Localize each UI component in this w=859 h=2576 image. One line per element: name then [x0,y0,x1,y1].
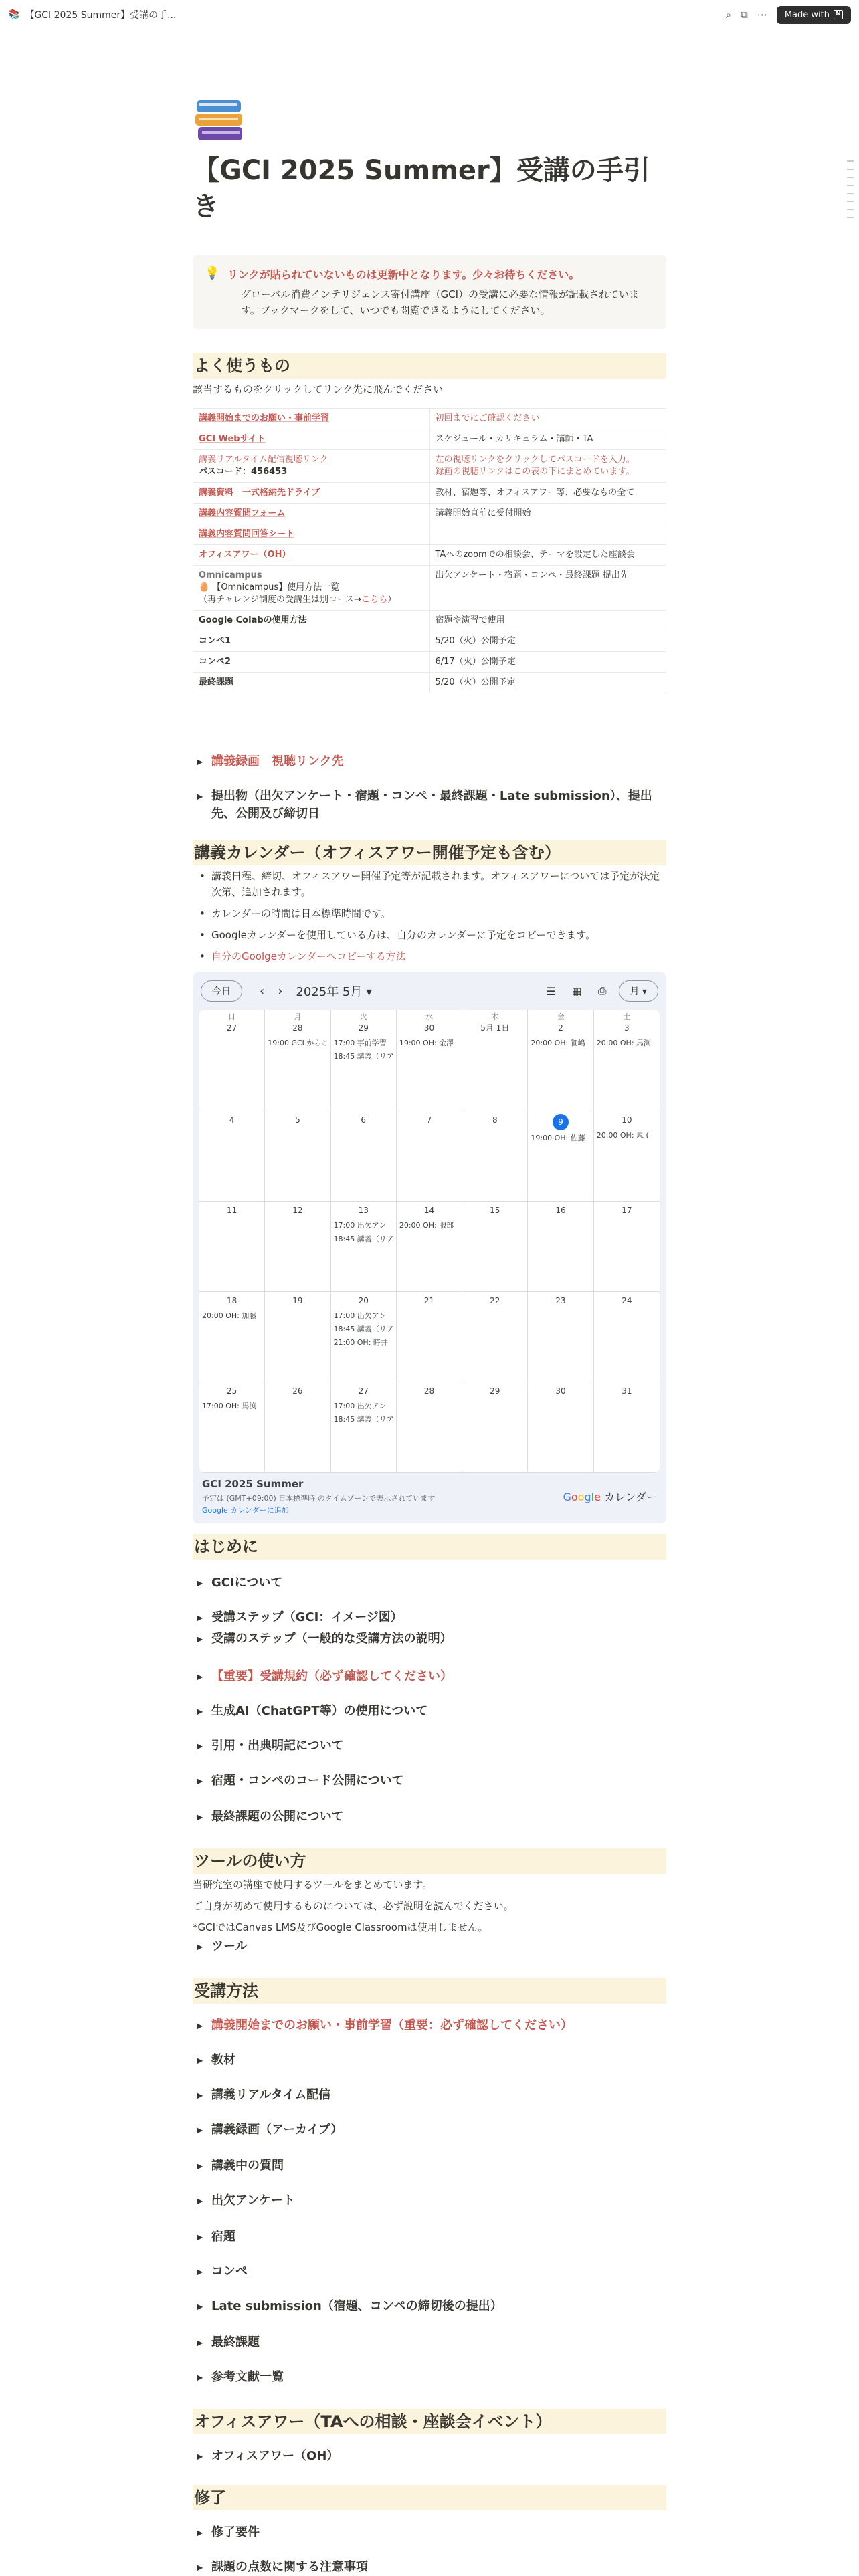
day-number[interactable]: 5 [295,1115,300,1125]
top-bar [0,0,859,29]
day-number[interactable]: 13 [358,1206,369,1215]
toggle-label: 最終課題の公開について [211,1810,344,1824]
notion-logo-icon: N [834,10,843,19]
timezone-note: 予定は (GMT+09:00) 日本標準時 のタイムゾーンで表示されています [202,1494,436,1503]
add-to-google-calendar-link[interactable]: Google カレンダーに追加 [202,1506,289,1515]
passcode-text: パスコード：456453 [199,467,288,477]
calendar-day-cell[interactable] [594,1292,660,1382]
toggle-arrow-icon: ▶ [197,2232,203,2242]
wordmark-letter: e [594,1491,601,1503]
tools-paragraph: ご自身が初めて使用するものについては、必ず説明を読んでください。 [193,1900,514,1912]
toggle-arrow-icon: ▶ [197,1672,203,1681]
cell-value: 教材、宿題等、オフィスアワー等、必要なもの全て [435,488,635,498]
day-number[interactable]: 8 [492,1115,498,1125]
calendar-day-cell[interactable] [397,1292,462,1382]
method-toggle-7[interactable] [193,2263,666,2280]
method-toggle-5[interactable] [193,2192,666,2210]
intro-toggle-4[interactable] [193,1703,666,1720]
cell-value: 6/17（火）公開予定 [435,657,516,667]
calendar-event[interactable]: 20:00 OH: 加藤 [202,1311,257,1320]
day-number[interactable]: 30 [555,1386,566,1396]
table-row [193,483,666,504]
omnicampus-note: （再チャレンジ制度の受講生は別コース→ [199,595,362,605]
toggle-arrow-icon: ▶ [197,792,203,801]
weekday-label: 土 [623,1012,631,1021]
method-toggle-4[interactable] [193,2157,666,2175]
day-number[interactable]: 9 [553,1114,569,1130]
calendar-event[interactable]: 17:00 出欠アン [333,1221,387,1230]
calendar-event[interactable]: 17:00 OH: 馬渕 [202,1402,257,1410]
toggle-arrow-icon: ▶ [197,2090,203,2100]
calendar-day-cell[interactable] [528,1202,593,1292]
calendar-day-cell[interactable] [462,1010,528,1111]
day-number[interactable]: 24 [622,1296,632,1305]
omnicampus-icon: 🥚 [199,582,210,593]
day-number[interactable]: 30 [423,1023,435,1033]
day-number[interactable]: 15 [490,1206,500,1215]
bullet-text: Googleカレンダーを使用している方は、自分のカレンダーに予定をコピーできます。 [211,929,596,941]
weekday-label: 水 [425,1012,433,1021]
weekday-label: 木 [491,1012,499,1021]
method-toggle-6[interactable] [193,2228,666,2246]
calendar-event[interactable]: 17:00 出欠アン [333,1311,387,1320]
toggle-label: GCIについて [211,1576,283,1590]
calendar-day-cell[interactable] [397,1382,462,1473]
link-live-stream[interactable]: 講義リアルタイム配信視聴リンク [199,455,328,465]
table-row [193,611,666,631]
day-number[interactable]: 7 [426,1115,432,1125]
callout-warning-text: リンクが貼られていないものは更新中となります。少々お待ちください。 [227,268,580,281]
day-number[interactable]: 5月 1日 [480,1023,510,1033]
month-selector[interactable]: 2025年 5月 ▾ [296,985,373,999]
cell-value: 5/20（火）公開予定 [435,636,516,646]
method-toggle-0[interactable] [193,2017,666,2034]
google-calendar-logo [563,1489,657,1504]
calendar-day-cell[interactable] [397,1111,462,1202]
intro-toggle-0[interactable] [193,1574,666,1592]
toggle-arrow-icon: ▶ [197,2161,203,2171]
cell-value: TAへのzoomでの相談会、テーマを設定した座談会 [435,550,635,560]
intro-toggle-7[interactable] [193,1808,666,1826]
method-toggle-10[interactable] [193,2369,666,2386]
calendar-day-cell[interactable] [462,1292,528,1382]
day-number[interactable]: 28 [292,1023,303,1033]
today-button[interactable]: 今日 [201,980,242,1002]
day-number[interactable]: 31 [622,1386,632,1396]
table-row [193,450,666,483]
toggle-score-notes[interactable] [193,2559,666,2576]
calendar-event[interactable]: 21:00 OH: 時井 [333,1338,388,1347]
toggle-label: 受講のステップ（一般的な受講方法の説明） [211,1632,452,1646]
toggle-arrow-icon: ▶ [197,1812,203,1822]
toggle-label: ツール [211,1939,248,1953]
day-number[interactable]: 4 [229,1115,235,1125]
weekday-label: 金 [557,1012,565,1021]
day-number[interactable]: 27 [227,1023,237,1033]
calendar-day-cell[interactable] [199,1010,265,1111]
calendar-event[interactable]: 17:00 事前学習 [333,1039,387,1047]
day-number[interactable]: 20 [358,1296,369,1305]
link-answer-sheet[interactable]: 講義内容質問回答シート [199,529,295,539]
method-toggle-2[interactable] [193,2086,666,2104]
calendar-day-cell[interactable] [199,1382,265,1473]
search-icon[interactable]: ⌕ [725,9,732,21]
toggle-label: 教材 [211,2053,235,2067]
day-number[interactable]: 3 [624,1023,630,1033]
calendar-event[interactable]: 18:45 講義（リア [333,1415,394,1424]
day-number[interactable]: 27 [358,1386,369,1396]
day-number[interactable]: 22 [490,1296,500,1305]
calendar-day-cell[interactable] [199,1292,265,1382]
competition-2-label: コンペ2 [199,657,231,667]
toggle-recording-links[interactable] [193,753,666,770]
calendar-event[interactable]: 20:00 OH: 笹嶋 [531,1039,585,1047]
method-toggle-3[interactable] [193,2121,666,2139]
toggle-label: 参考文献一覧 [211,2370,284,2384]
calendar-name: GCI 2025 Summer [202,1478,304,1490]
link-omnicampus-other[interactable]: こちら [361,595,388,605]
toggle-arrow-icon: ▶ [197,1707,203,1716]
toggle-arrow-icon: ▶ [197,2125,203,2135]
day-number[interactable]: 18 [227,1296,237,1305]
calendar-event[interactable]: 18:45 講義（リア [333,1052,394,1061]
day-number[interactable]: 21 [423,1296,435,1305]
heading-frequent: よく使うもの [193,353,666,379]
more-icon[interactable]: ⋯ [757,9,767,21]
calendar-toolbar [201,979,658,1003]
calendar-day-cell[interactable] [199,1111,265,1202]
made-with-label: Made with [784,9,830,20]
made-with-notion-button[interactable] [777,6,851,24]
toggle-completion-requirements[interactable] [193,2524,666,2541]
weekday-label: 月 [294,1012,302,1021]
calendar-day-cell[interactable] [528,1382,593,1473]
calendar-event[interactable]: 17:00 出欠アン [333,1402,387,1410]
toggle-label: 【重要】受講規約（必ず確認してください） [211,1669,452,1683]
link-copy-calendar[interactable]: 自分のGoolgeカレンダーへコピーする方法 [211,950,406,962]
cell-value: 講義開始直前に受付開始 [435,508,531,518]
toggle-arrow-icon: ▶ [197,1776,203,1786]
day-number[interactable]: 14 [423,1206,435,1215]
agenda-icon[interactable]: ☰ [546,984,556,998]
frequent-links-table [193,408,666,693]
day-number[interactable]: 10 [622,1115,632,1125]
weekday-label: 日 [228,1012,236,1021]
toggle-label: 提出物（出欠アンケート・宿題・コンペ・最終課題・Late submission）、提出先、公開及び締切日 [211,789,652,821]
cell-value: 出欠アンケート・宿題・コンペ・最終課題 提出先 [435,570,629,580]
calendar-event[interactable]: 19:00 OH: 金澤 [399,1039,454,1047]
day-number[interactable]: 16 [555,1206,566,1215]
print-icon[interactable]: ⎙ [597,984,607,997]
calendar-day-cell[interactable] [331,1202,397,1292]
table-row [193,409,666,429]
page-title: 【GCI 2025 Summer】受講の手引き [193,155,650,222]
calendar-day-cell[interactable] [462,1111,528,1202]
day-number[interactable]: 19 [292,1296,303,1305]
calendar-day-cell[interactable] [265,1292,330,1382]
cell-value: 5/20（火）公開予定 [435,677,516,687]
intro-toggle-1[interactable] [193,1609,666,1626]
calendar-event[interactable]: 18:45 講義（リア [333,1325,394,1333]
table-row [193,524,666,545]
day-number[interactable]: 25 [227,1386,237,1396]
omnicampus-note-end: ） [387,595,397,605]
calendar-event[interactable]: 20:00 OH: 服部 [399,1221,454,1230]
link-gci-website[interactable]: GCI Webサイト [199,434,266,444]
calendar-day-cell[interactable] [528,1292,593,1382]
calendar-view-icon[interactable]: ▦ [571,984,582,998]
day-number[interactable]: 29 [358,1023,369,1033]
intro-toggle-3[interactable] [193,1668,666,1685]
omnicampus-label: Omnicampus [199,570,262,580]
day-number[interactable]: 11 [227,1206,237,1215]
table-row [193,429,666,450]
table-row [193,652,666,673]
heading-method: 受講方法 [193,1978,666,2004]
bullet-item: • Googleカレンダーを使用している方は、自分のカレンダーに予定をコピーできます。 [199,929,596,941]
toggle-arrow-icon: ▶ [197,2302,203,2311]
prev-month-icon[interactable]: ‹ [260,984,265,998]
competition-1-label: コンペ1 [199,636,231,646]
day-number[interactable]: 6 [361,1115,367,1125]
frequent-description: 該当するものをクリックしてリンク先に飛んでください [193,383,444,395]
day-number[interactable]: 2 [558,1023,563,1033]
toggle-label: 受講ステップ（GCI：イメージ図） [211,1610,403,1624]
toggle-arrow-icon: ▶ [197,1613,203,1622]
month-grid [199,1010,660,1473]
table-row [193,631,666,652]
tools-paragraph: 当研究室の講座で使用するツールをまとめています。 [193,1879,433,1891]
table-row [193,566,666,611]
duplicate-icon[interactable]: ⧉ [741,9,748,21]
outline-indicator[interactable] [847,160,855,218]
tools-paragraph: *GCIではCanvas LMS及びGoogle Classroomは使用しません。 [193,1921,488,1933]
heading-calendar: 講義カレンダー（オフィスアワー開催予定も含む） [193,840,666,865]
toggle-label: 生成AI（ChatGPT等）の使用について [211,1704,428,1718]
table-row [193,504,666,524]
toggle-label: 修了要件 [211,2525,260,2539]
heading-completion: 修了 [193,2485,666,2510]
calendar-day-cell[interactable] [265,1382,330,1473]
calendar-day-cell[interactable] [199,1202,265,1292]
calendar-day-cell[interactable] [594,1111,660,1202]
toggle-arrow-icon: ▶ [197,2056,203,2065]
calendar-day-cell[interactable] [331,1010,397,1111]
bullet-text: カレンダーの時間は日本標準時間です。 [211,907,391,920]
notice-callout [193,255,666,329]
link-omnicampus-guide[interactable]: 【Omnicampus】使用方法一覧 [212,582,340,593]
calendar-day-cell[interactable] [265,1202,330,1292]
books-emoji-icon [193,94,246,147]
calendar-day-cell[interactable] [594,1202,660,1292]
day-number[interactable]: 17 [622,1206,632,1215]
calendar-event[interactable]: 18:45 講義（リア [333,1235,394,1243]
bullet-text: 講義日程、締切、オフィスアワー開催予定等が記載されます。オフィスアワーについては予定が決定次第、追加されます。 [211,870,660,898]
link-pre-study[interactable]: 講義開始までのお願い・事前学習 [199,413,330,423]
link-drive[interactable]: 講義資料 一式格納先ドライブ [199,488,320,498]
cell-value: 録画の視聴リンクはこの表の下にまとめています。 [435,467,635,477]
calendar-event[interactable]: 19:00 GCI からこ [268,1039,329,1047]
toggle-label: 講義録画（アーカイブ） [211,2123,343,2137]
calendar-event[interactable]: 19:00 OH: 佐藤 [531,1134,585,1142]
day-number[interactable]: 29 [490,1386,500,1396]
calendar-event[interactable]: 20:00 OH: 嵐 ( [596,1131,649,1140]
calendar-day-cell[interactable] [594,1010,660,1111]
toggle-arrow-icon: ▶ [197,757,203,766]
calendar-day-cell[interactable] [331,1382,397,1473]
calendar-day-cell[interactable] [462,1382,528,1473]
heading-tools: ツールの使い方 [193,1848,666,1874]
day-number[interactable]: 23 [555,1296,566,1305]
link-office-hour[interactable]: オフィスアワー（OH） [199,550,291,560]
table-row [193,545,666,566]
wordmark-letter: o [577,1491,585,1503]
toggle-arrow-icon: ▶ [197,1578,203,1588]
cell-value: 初回までにご確認ください [435,413,540,423]
cell-value: 左の視聴リンクをクリックしてパスコードを入力。 [435,455,635,465]
page-breadcrumb-title[interactable]: 【GCI 2025 Summer】受講の手... [25,10,177,21]
link-question-form[interactable]: 講義内容質問フォーム [199,508,286,518]
toggle-label: 講義開始までのお願い・事前学習（重要：必ず確認してください） [211,2018,573,2032]
wordmark-letter: G [563,1491,571,1503]
toggle-label: 宿題 [211,2230,235,2244]
toggle-arrow-icon: ▶ [197,2373,203,2382]
day-number[interactable]: 12 [292,1206,303,1215]
toggle-tools[interactable] [193,1938,666,1955]
lightbulb-icon: 💡 [205,266,220,280]
calendar-day-cell[interactable] [528,1111,593,1202]
toggle-arrow-icon: ▶ [197,2563,203,2572]
toggle-arrow-icon: ▶ [197,2196,203,2206]
bullet-item: • カレンダーの時間は日本標準時間です。 [199,907,391,920]
toggle-label: Late submission（宿題、コンペの締切後の提出） [211,2299,502,2313]
toggle-label: コンペ [211,2264,248,2278]
intro-toggle-2[interactable] [193,1630,666,1648]
toggle-arrow-icon: ▶ [197,2452,203,2461]
toggle-arrow-icon: ▶ [197,2338,203,2347]
calendar-day-cell[interactable] [397,1202,462,1292]
calendar-event[interactable]: 20:00 OH: 馬渕 [596,1039,652,1047]
bullet-item[interactable]: • 自分のGoolgeカレンダーへコピーする方法 [199,950,406,962]
toggle-label: 講義リアルタイム配信 [211,2088,331,2102]
heading-office-hour: オフィスアワー（TAへの相談・座談会イベント） [193,2409,666,2434]
toggle-arrow-icon: ▶ [197,1741,203,1751]
toggle-label: 宿題・コンペのコード公開について [211,1774,404,1788]
callout-body-text: グローバル消費インテリジェンス寄付講座（GCI）の受講に必要な情報が記載されています。ブックマークをして、いつでも閲覧できるようにしてください。 [241,288,640,316]
google-wordmark [563,1491,600,1503]
calendar-day-cell[interactable] [397,1010,462,1111]
day-number[interactable]: 26 [292,1386,303,1396]
embedded-google-calendar [193,972,666,1523]
intro-toggle-6[interactable] [193,1772,666,1790]
calendar-day-cell[interactable] [331,1111,397,1202]
weekday-label: 火 [359,1012,367,1021]
calendar-day-cell[interactable] [265,1111,330,1202]
toggle-arrow-icon: ▶ [197,2528,203,2537]
calendar-day-cell[interactable] [594,1382,660,1473]
wordmark-letter: o [571,1491,578,1503]
table-row [193,673,666,693]
toggle-label: 出欠アンケート [211,2193,295,2208]
method-toggle-9[interactable] [193,2334,666,2351]
method-toggle-8[interactable] [193,2298,666,2315]
cell-value: 宿題や演習で使用 [435,615,505,625]
page-icon: 📚 [8,9,20,20]
logo-text: カレンダー [604,1491,657,1503]
toggle-arrow-icon: ▶ [197,1942,203,1951]
calendar-day-cell[interactable] [462,1202,528,1292]
intro-toggle-5[interactable] [193,1737,666,1755]
bullet-item: • 講義日程、締切、オフィスアワー開催予定等が記載されます。オフィスアワーについては予定が決定次第、追加されます。 [199,870,660,898]
toggle-submissions[interactable] [193,788,666,823]
toggle-arrow-icon: ▶ [197,2021,203,2030]
toggle-arrow-icon: ▶ [197,1634,203,1644]
link-colab[interactable]: Google Colabの使用方法 [199,615,307,625]
cell-value: スケジュール・カリキュラム・講師・TA [435,434,593,444]
calendar-day-cell[interactable] [331,1292,397,1382]
wordmark-letter: l [591,1491,595,1503]
wordmark-letter: g [584,1491,591,1503]
toggle-office-hour[interactable] [193,2448,666,2465]
method-toggle-1[interactable] [193,2052,666,2069]
heading-intro: はじめに [193,1534,666,1560]
toggle-label: 最終課題 [211,2335,260,2349]
calendar-day-cell[interactable] [265,1010,330,1111]
toggle-label: 課題の点数に関する注意事項 [211,2560,368,2574]
final-assignment-label: 最終課題 [199,677,234,687]
day-number[interactable]: 28 [423,1386,435,1396]
view-selector[interactable]: 月 ▾ [619,980,658,1002]
toggle-label: 引用・出典明記について [211,1739,344,1753]
calendar-day-cell[interactable] [528,1010,593,1111]
next-month-icon[interactable]: › [278,984,283,998]
toggle-label: オフィスアワー（OH） [211,2449,339,2463]
toggle-label: 講義中の質問 [211,2159,284,2173]
toggle-arrow-icon: ▶ [197,2267,203,2276]
toggle-label: 講義録画 視聴リンク先 [211,754,344,768]
